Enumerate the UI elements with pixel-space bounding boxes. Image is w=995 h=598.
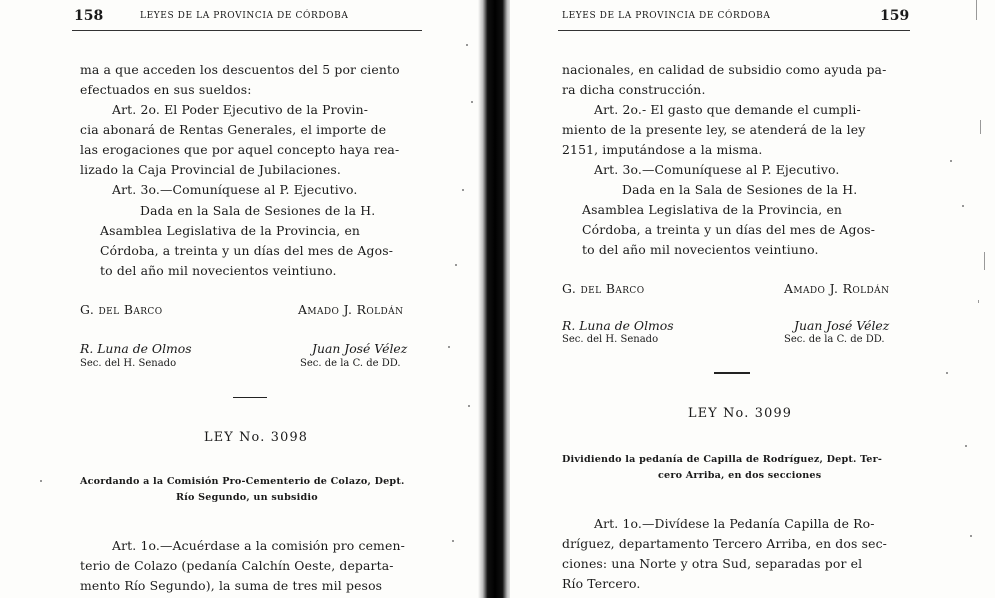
page-edge-mark: [976, 0, 977, 20]
text-line: Art. 1o.—Divídese la Pedanía Capilla de Ro-: [594, 516, 875, 531]
scan-speck: [462, 189, 464, 191]
text-line: ma a que acceden los descuentos del 5 por ciento: [80, 62, 400, 77]
text-line: dríguez, departamento Tercero Arriba, en dos sec-: [562, 536, 887, 551]
running-head: LEYES DE LA PROVINCIA DE CÓRDOBA: [562, 11, 771, 21]
summary-line: cero Arriba, en dos secciones: [658, 470, 822, 481]
scan-speck: [965, 445, 967, 447]
scan-speck: [40, 480, 42, 482]
scan-speck: [471, 101, 473, 103]
running-head: LEYES DE LA PROVINCIA DE CÓRDOBA: [140, 11, 349, 21]
page-number: 159: [880, 8, 910, 24]
scan-speck: [950, 160, 952, 162]
text-line: cia abonará de Rentas Generales, el importe de: [80, 122, 387, 137]
text-line: Dada en la Sala de Sesiones de la H.: [140, 203, 376, 218]
text-line: Río Tercero.: [562, 576, 641, 591]
text-line: Asamblea Legislativa de la Provincia, en: [582, 202, 843, 217]
text-line: to del año mil novecientos veintiuno.: [100, 263, 337, 278]
secretary-senate-title: Sec. del H. Senado: [562, 334, 659, 345]
summary-line: Acordando a la Comisión Pro-Cementerio de Colazo, Dept.: [80, 476, 405, 487]
secretary-deputies-title: Sec. de la C. de DD.: [784, 334, 885, 345]
text-line: Asamblea Legislativa de la Provincia, en: [100, 223, 361, 238]
signatory-president: G. del Barco: [562, 281, 645, 296]
summary-line: Río Segundo, un subsidio: [176, 492, 318, 503]
page-edge-mark: [978, 300, 979, 303]
scan-speck: [468, 405, 470, 407]
text-line: mento Río Segundo), la suma de tres mil pesos: [80, 578, 383, 593]
page-edge-mark: [984, 252, 985, 270]
text-line: 2151, imputándose a la misma.: [562, 142, 763, 157]
header-rule: [72, 30, 422, 31]
signatory-president: G. del Barco: [80, 302, 163, 317]
law-title: LEY No. 3099: [688, 406, 793, 421]
scan-speck: [455, 264, 457, 266]
text-line: Art. 2o.- El gasto que demande el cumpli-: [594, 102, 861, 117]
text-line: Art. 3o.—Comuníquese al P. Ejecutivo.: [112, 182, 358, 197]
text-line: nacionales, en calidad de subsidio como ayuda pa-: [562, 62, 887, 77]
secretary-deputies-title: Sec. de la C. de DD.: [300, 358, 401, 369]
text-line: Córdoba, a treinta y un días del mes de Agos-: [100, 243, 394, 258]
signatory-speaker: Amado J. Roldán: [784, 281, 890, 296]
section-divider: [233, 397, 267, 398]
book-spine-shadow: [478, 0, 512, 598]
text-line: lizado la Caja Provincial de Jubilaciones.: [80, 162, 342, 177]
text-line: Dada en la Sala de Sesiones de la H.: [622, 182, 858, 197]
text-line: las erogaciones que por aquel concepto haya rea-: [80, 142, 400, 157]
page-number: 158: [74, 8, 104, 24]
scan-speck: [970, 535, 972, 537]
scan-speck: [946, 372, 948, 374]
section-divider: [714, 372, 750, 374]
summary-line: Dividiendo la pedanía de Capilla de Rodríguez, Dept. Ter-: [562, 454, 883, 465]
left-page: [0, 0, 480, 598]
text-line: terio de Colazo (pedanía Calchín Oeste, departa-: [80, 558, 394, 573]
scan-speck: [448, 346, 450, 348]
secretary-senate: R. Luna de Olmos: [80, 341, 192, 356]
page-edge-mark: [980, 120, 981, 134]
header-rule: [558, 30, 910, 31]
scan-speck: [466, 44, 468, 46]
text-line: ra dicha construcción.: [562, 82, 706, 97]
text-line: ciones: una Norte y otra Sud, separadas por el: [562, 556, 863, 571]
text-line: Córdoba, a treinta y un días del mes de Agos-: [582, 222, 876, 237]
text-line: miento de la presente ley, se atenderá de la ley: [562, 122, 866, 137]
secretary-deputies: Juan José Vélez: [794, 318, 890, 333]
scan-speck: [962, 205, 964, 207]
text-line: Art. 1o.—Acuérdase a la comisión pro cemen-: [112, 538, 405, 553]
law-title: LEY No. 3098: [204, 430, 309, 445]
scan-speck: [452, 540, 454, 542]
text-line: efectuados en sus sueldos:: [80, 82, 252, 97]
signatory-speaker: Amado J. Roldán: [298, 302, 404, 317]
secretary-senate-title: Sec. del H. Senado: [80, 358, 177, 369]
secretary-senate: R. Luna de Olmos: [562, 318, 674, 333]
text-line: Art. 2o. El Poder Ejecutivo de la Provin-: [112, 102, 369, 117]
text-line: Art. 3o.—Comuníquese al P. Ejecutivo.: [594, 162, 840, 177]
right-page: [510, 0, 995, 598]
secretary-deputies: Juan José Vélez: [312, 341, 408, 356]
text-line: to del año mil novecientos veintiuno.: [582, 242, 819, 257]
